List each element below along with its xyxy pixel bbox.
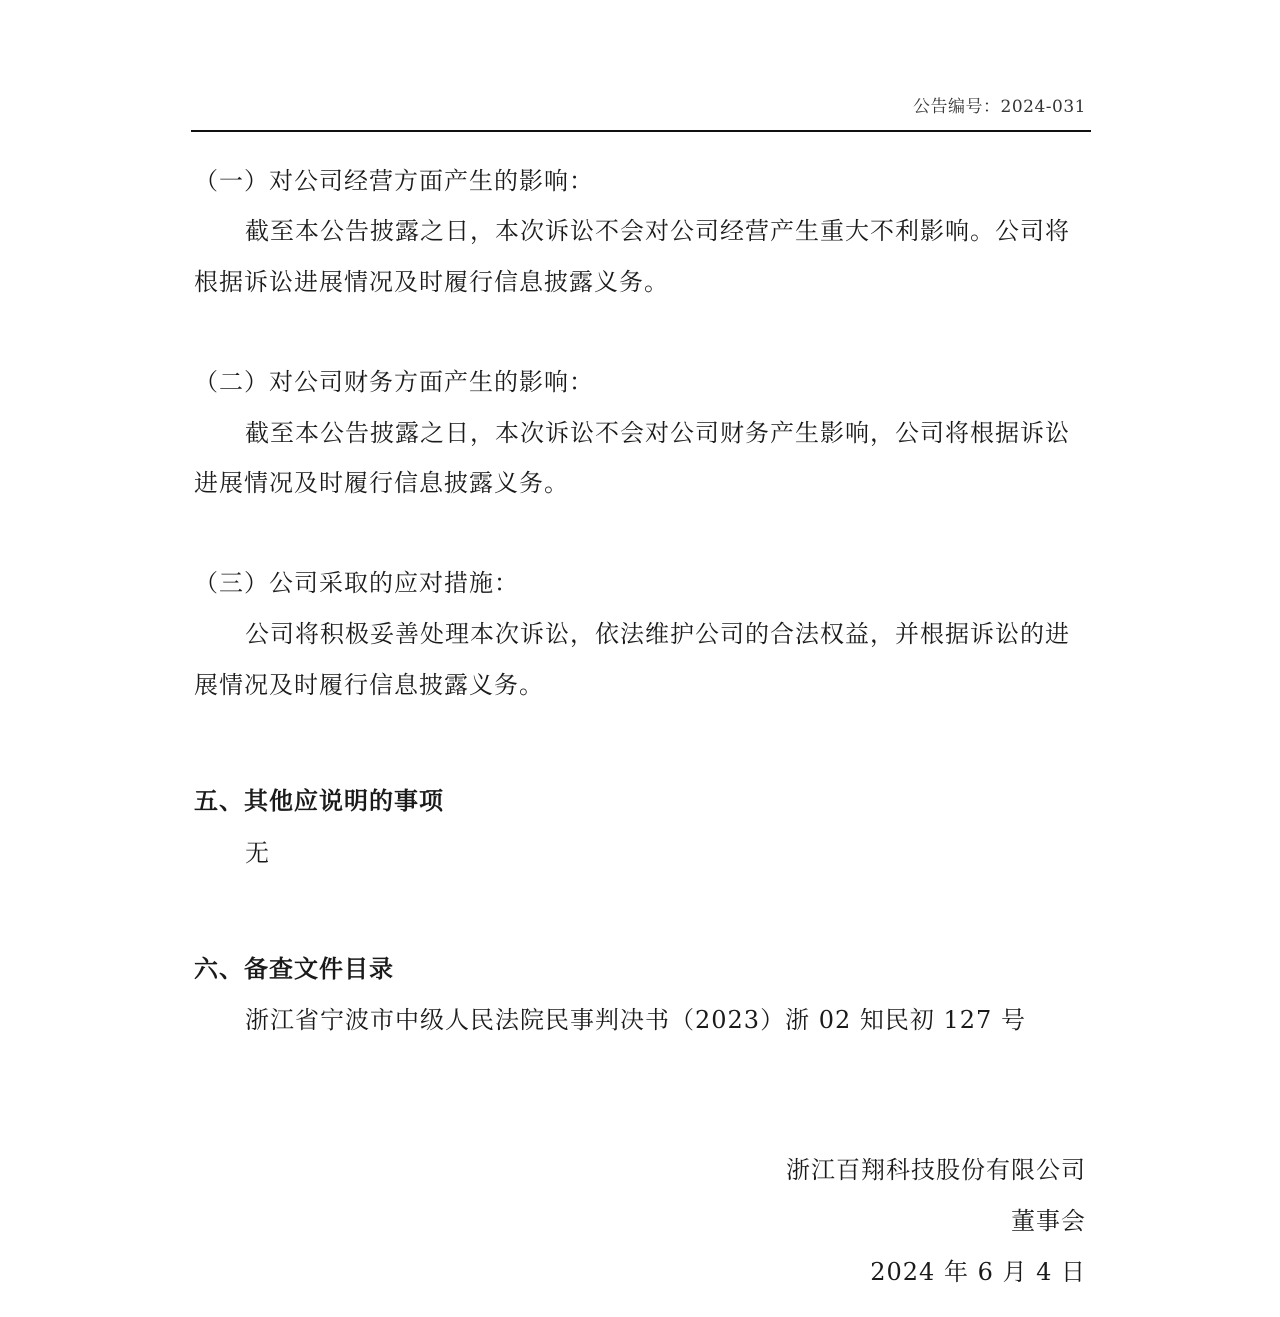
other-matters-body: 无 (245, 839, 270, 867)
subsection-title-operations: （一）对公司经营方面产生的影响： (194, 167, 594, 195)
measures-paragraph-line-1: 公司将积极妥善处理本次诉讼，依法维护公司的合法权益，并根据诉讼的进 (245, 620, 1070, 648)
measures-paragraph-line-2: 展情况及时履行信息披露义务。 (194, 671, 544, 699)
finance-paragraph-line-1: 截至本公告披露之日，本次诉讼不会对公司财务产生影响，公司将根据诉讼 (245, 419, 1070, 447)
signature-board: 董事会 (1011, 1207, 1086, 1235)
section-title-other-matters: 五、其他应说明的事项 (194, 787, 444, 815)
header-divider (191, 130, 1091, 132)
subsection-title-measures: （三）公司采取的应对措施： (194, 569, 519, 597)
subsection-title-finance: （二）对公司财务方面产生的影响： (194, 368, 594, 396)
operations-paragraph-line-2: 根据诉讼进展情况及时履行信息披露义务。 (194, 268, 669, 296)
operations-paragraph-line-1: 截至本公告披露之日，本次诉讼不会对公司经营产生重大不利影响。公司将 (245, 217, 1070, 245)
signature-date: 2024 年 6 月 4 日 (870, 1258, 1086, 1286)
reference-document-item: 浙江省宁波市中级人民法院民事判决书（2023）浙 02 知民初 127 号 (245, 1006, 1026, 1034)
announcement-number: 公告编号：2024-031 (913, 97, 1086, 117)
section-title-reference-documents: 六、备查文件目录 (194, 955, 394, 983)
finance-paragraph-line-2: 进展情况及时履行信息披露义务。 (194, 469, 569, 497)
signature-company: 浙江百翔科技股份有限公司 (786, 1156, 1086, 1184)
